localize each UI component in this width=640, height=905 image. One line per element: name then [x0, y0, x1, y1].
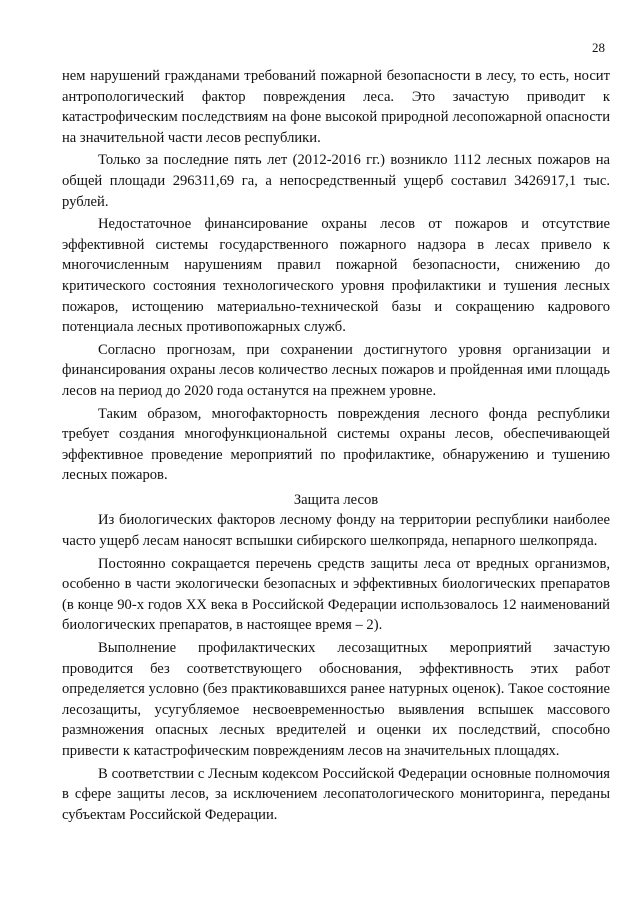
- paragraph: Постоянно сокращается перечень средств защиты леса от вредных организмов, особенно в части экологически безопасных и эффективных биологических препаратов (в конце 90-х годов XX века в Российской Федерации использовалось 12 наименований биологических препаратов, в настоящее время – 2).: [62, 555, 610, 634]
- paragraph: нем нарушений гражданами требований пожарной безопасности в лесу, то есть, носит антропологический фактор повреждения леса. Это зачастую приводит к катастрофическим последствиям на фоне высокой природной лесопожарной опасности на значительной части лесов республики.: [62, 68, 610, 146]
- paragraph: В соответствии с Лесным кодексом Российской Федерации основные полномочия в сфере защиты лесов, за исключением лесопатологического мониторинга, переданы субъектам Российской Федерации.: [62, 765, 610, 823]
- document-body: [62, 66, 610, 825]
- page-number: 28: [592, 40, 605, 55]
- paragraph: Из биологических факторов лесному фонду на территории республики наиболее часто ущерб лесам наносят вспышки сибирского шелкопряда, непарного шелкопряда.: [62, 512, 610, 550]
- paragraph: Согласно прогнозам, при сохранении достигнутого уровня организации и финансирования охраны лесов количество лесных пожаров и пройденная ими площадь лесов на период до 2020 года останутся на прежнем уровне.: [62, 341, 610, 399]
- paragraph: Недостаточное финансирование охраны лесов от пожаров и отсутствие эффективной системы государственного пожарного надзора в лесах привело к многочисленным нарушениям правил пожарной безопасности, снижению до критического состояния технологического уровня профилактики и тушения лесных пожаров, истощению материально-технической базы и сокращению кадрового потенциала лесных противопожарных служб.: [62, 216, 610, 336]
- paragraph: Выполнение профилактических лесозащитных мероприятий зачастую проводится без соответствующего обоснования, эффективность этих работ определяется условно (без практиковавшихся ранее натурных оценок). Такое состояние лесозащиты, усугубляемое несвоевременностью выявления вспышек массового размножения опасных лесных вредителей и оценки их последствий, способно привести к катастрофическим повреждениям лесов на значительных площадях.: [62, 640, 610, 759]
- paragraph: Только за последние пять лет (2012-2016 гг.) возникло 1112 лесных пожаров на общей площади 296311,69 га, а непосредственный ущерб составил 3426917,1 тыс. рублей.: [62, 152, 610, 210]
- paragraph: Таким образом, многофакторность повреждения лесного фонда республики требует создания многофункциональной системы охраны лесов, обеспечивающей эффективное проведение мероприятий по профилактике, обнаружению и тушению лесных пожаров.: [62, 405, 610, 484]
- section-title: Защита лесов: [293, 491, 379, 508]
